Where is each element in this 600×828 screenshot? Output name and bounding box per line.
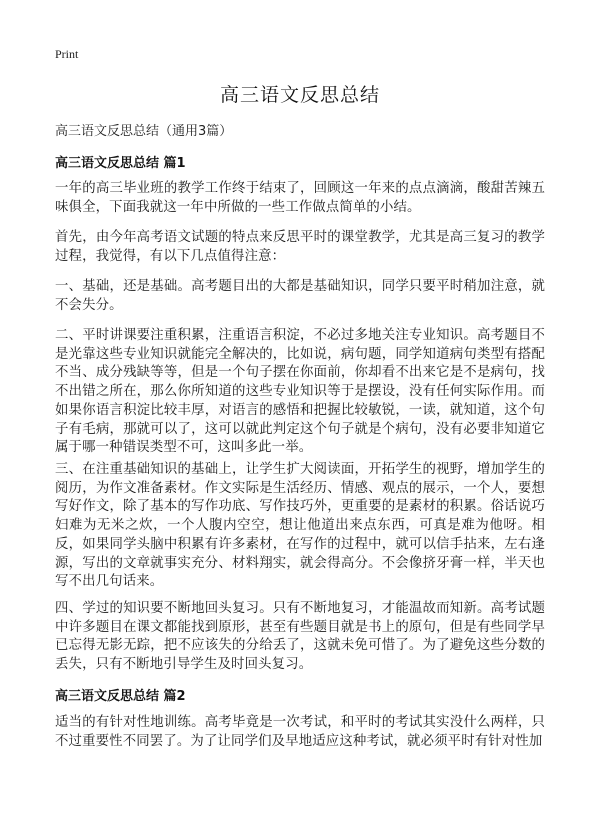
- section-heading-1: 高三语文反思总结 篇1: [55, 156, 186, 171]
- document-subtitle: 高三语文反思总结（通用3篇）: [55, 124, 233, 139]
- paragraph-point-1: 一、基础，还是基础。高考题目出的大都是基础知识，同学只要平时稍加注意，就不会失分。: [55, 279, 545, 313]
- paragraph-first: 首先，由今年高考语文试题的特点来反思平时的课堂教学，尤其是高三复习的教学过程，我觉得，有以下几点值得注意：: [55, 230, 545, 264]
- print-label: Print: [55, 47, 79, 61]
- paragraph-section2-1: 适当的有针对性地训练。高考毕竟是一次考试，和平时的考试其实没什么两样，只不过重要性不同罢了。为了让同学们及早地适应这种考试，就必须平时有针对性加: [55, 715, 545, 749]
- paragraph-point-3: 三、在注重基础知识的基础上，让学生扩大阅读面，开拓学生的视野，增加学生的阅历，为作文准备素材。作文实际是生活经历、情感、观点的展示，一个人，要想写好作文，除了基本的写作功底、写作技巧外，更重要的是素材的积累。俗话说巧妇难为无米之炊，一个人腹内空空，想让他道出来点东西，可真是难为他呀。相反，如果同学头脑中积累有许多素材，在写作的过程中，就可以信手拈来，左右逢源，写出的文章就事实充分、材料翔实，就会得高分。不会像挤牙膏一样，半天也写不出几句话来。: [55, 462, 545, 590]
- paragraph-point-2: 二、平时讲课要注重积累，注重语言积淀，不必过多地关注专业知识。高考题目不是光靠这些专业知识就能完全解决的，比如说，病句题，同学知道病句类型有搭配不当、成分残缺等等，但是一个句子摆在你面前，你却看不出来它是不是病句，找不出错之所在，那么你所知道的这些专业知识等于是摆设，没有任何实际作用。而如果你语言积淀比较丰厚，对语言的感悟和把握比较敏锐，一读，就知道，这个句子有毛病，那就可以了，这可以就此判定这个句子就是个病句，没有必要非知道它属于哪一种错误类型不可，这叫多此一举。: [55, 328, 545, 456]
- paragraph-intro: 一年的高三毕业班的教学工作终于结束了，回顾这一年来的点点滴滴，酸甜苦辣五味俱全，下面我就这一年中所做的一些工作做点简单的小结。: [55, 181, 545, 215]
- paragraph-point-4: 四、学过的知识要不断地回头复习。只有不断地复习，才能温故而知新。高考试题中许多题目在课文都能找到原形，甚至有些题目就是书上的原句，但是有些同学早已忘得无影无踪，把不应该失的分给丢了，这就未免可惜了。为了避免这些分数的丢失，只有不断地引导学生及时回头复习。: [55, 601, 545, 673]
- document-title: 高三语文反思总结: [219, 84, 380, 106]
- section-heading-2: 高三语文反思总结 篇2: [55, 689, 186, 704]
